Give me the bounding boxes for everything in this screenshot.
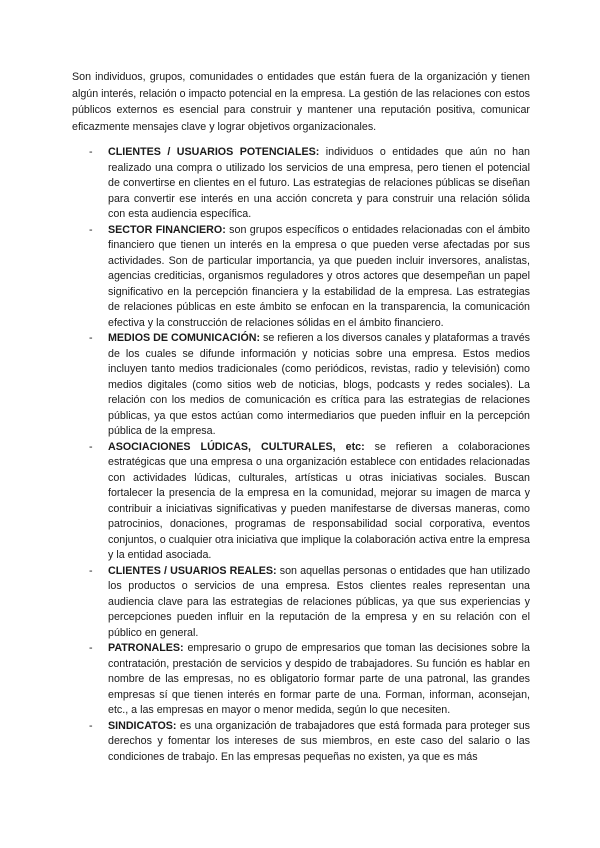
- public-list: [72, 145, 530, 765]
- bullet-dash: -: [89, 223, 93, 236]
- list-item-asociaciones: [72, 440, 530, 564]
- item-text: son grupos específicos o entidades relacionadas con el ámbito financiero que tienen un interés en la empresa o que pueden verse afectadas por sus actividades. Son de particular importancia, ya que pueden incluir inversores, analistas, agencias crediticias, organismos reguladores y otros actores que desempeñan un papel significativo en la percepción financiera y la estabilidad de la empresa. Las estrategias de relaciones públicas en este ámbito se enfocan en la transparencia, la comunicación efectiva y la construcción de relaciones sólidas en el ámbito financiero.: [108, 223, 531, 329]
- bullet-dash: -: [89, 332, 93, 344]
- list-item-patronales: [72, 641, 530, 719]
- item-text: son aquellas personas o entidades que han utilizado los productos o servicios de una empresa. Estos clientes reales representan una audiencia clave para las estrategias de relaciones públicas, ya que sus experiencias y percepciones pueden influir en la reputación de la empresa y en su relación con el público en general.: [108, 564, 531, 639]
- list-item-clientes-potenciales: [72, 145, 530, 223]
- bullet-dash: -: [89, 440, 93, 453]
- item-text: individuos o entidades que aún no han realizado una compra o utilizado los servicios de una empresa, pero tienen el potencial de convertirse en clientes en el futuro. Las estrategias de relaciones públicas se diseñan para convertir ese interés en una acción concreta y para construir una relación sólida con esta audiencia específica.: [108, 146, 530, 220]
- item-text: empresario o grupo de empresarios que toman las decisiones sobre la contratación, prestación de servicios y despido de trabajadores. Su función es hablar en nombre de las empresas, no es obligatorio formar parte de una patronal, las grandes empresas sí que tienen interés en formar parte de una. Forman, informan, aconsejan, etc., a las empresas en mayor o menor medida, según lo que necesiten.: [108, 642, 530, 716]
- bullet-dash: -: [89, 642, 93, 654]
- list-item-sector-financiero: [72, 223, 530, 332]
- bullet-dash: -: [89, 719, 93, 732]
- item-text: es una organización de trabajadores que está formada para proteger sus derechos y fomentar los intereses de sus miembros, en este caso del salario o las condiciones de trabajo. En las empresas pequeñas no existen, ya que es más: [108, 719, 530, 763]
- list-item-clientes-reales: [72, 564, 530, 642]
- bullet-dash: -: [89, 564, 93, 577]
- item-text: se refieren a colaboraciones estratégicas que una empresa o una organización establece con entidades relacionadas con actividades lúdicas, culturales, artísticas u otras iniciativas sociales. Buscan fortalecer la presencia de la empresa en la comunidad, mejorar su imagen de marca y contribuir a iniciativas significativas y pueden manifestarse de diversas maneras, como patrocinios, donaciones, programas de responsabilidad social corporativa, eventos conjuntos, o cualquier otra iniciativa que implique la colaboración activa entre la empresa y la entidad asociada.: [108, 440, 530, 561]
- item-term: MEDIOS DE COMUNICACIÓN:: [108, 332, 261, 344]
- item-text: se refieren a los diversos canales y plataformas a través de los cuales se difunde información y noticias sobre una empresa. Estos medios incluyen tanto medios tradicionales (como periódicos, revistas, radio y televisión) como medios digitales (como sitios web de noticias, blogs, podcasts y redes sociales). La relación con los medios de comunicación es crítica para las estrategias de relaciones públicas, ya que estos actúan como intermediarios que pueden influir en la percepción pública de la empresa.: [108, 332, 531, 437]
- list-item-medios-comunicacion: [72, 331, 530, 440]
- list-item-sindicatos: [72, 719, 530, 766]
- item-term: ASOCIACIONES LÚDICAS, CULTURALES, etc:: [108, 440, 365, 453]
- item-term: SECTOR FINANCIERO:: [108, 223, 226, 236]
- item-term: CLIENTES / USUARIOS POTENCIALES:: [108, 146, 320, 158]
- item-term: PATRONALES:: [108, 642, 184, 654]
- item-term: SINDICATOS:: [108, 719, 177, 732]
- item-term: CLIENTES / USUARIOS REALES:: [108, 564, 277, 577]
- intro-paragraph: Son individuos, grupos, comunidades o entidades que están fuera de la organización y tienen algún interés, relación o impacto potencial en la empresa. La gestión de las relaciones con estos públicos externos es esencial para construir y mantener una reputación positiva, comunicar eficazmente mensajes clave y lograr objetivos organizacionales.: [72, 71, 530, 133]
- bullet-dash: -: [89, 146, 93, 158]
